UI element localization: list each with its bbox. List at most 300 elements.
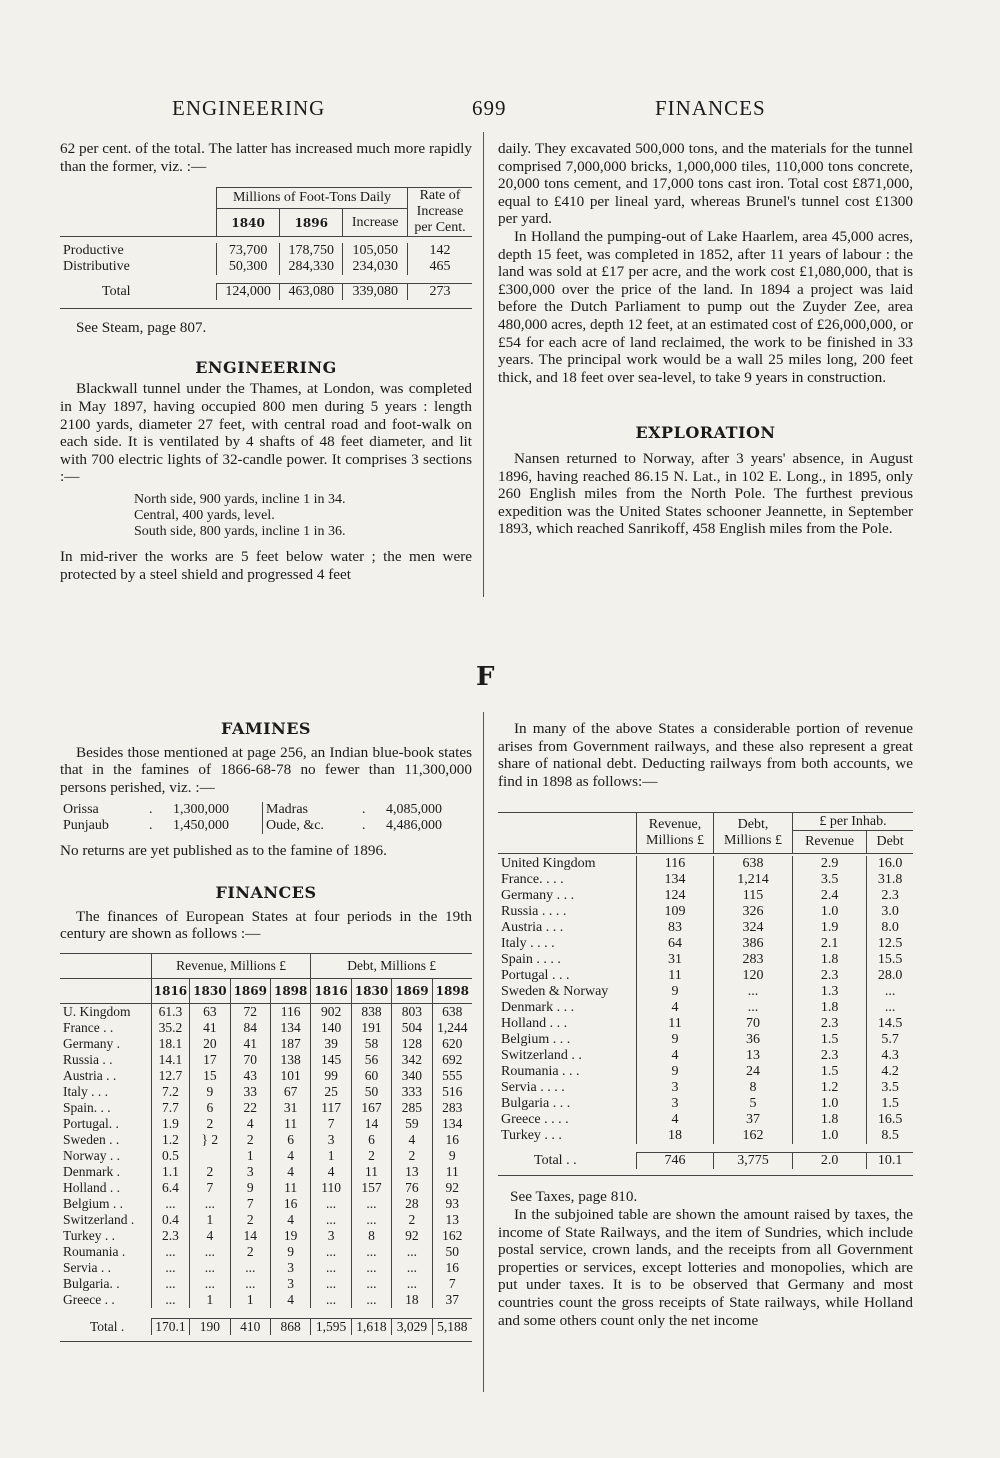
value-cell: 638: [714, 856, 793, 872]
value-cell: ...: [351, 1276, 391, 1292]
value-cell: 7: [311, 1116, 351, 1132]
value-cell: ...: [311, 1292, 351, 1308]
value-cell: 3: [637, 1096, 714, 1112]
value-cell: 128: [392, 1036, 432, 1052]
value-cell: 3: [637, 1080, 714, 1096]
value-cell: 138: [270, 1052, 310, 1068]
value-cell: 18: [392, 1292, 432, 1308]
table-row: Distributive 50,300 284,330 234,030 465: [60, 259, 472, 275]
value-cell: 1,244: [432, 1020, 472, 1036]
value-cell: 9: [270, 1244, 310, 1260]
value-cell: 20: [190, 1036, 230, 1052]
total-value: 868: [270, 1318, 310, 1335]
value-cell: 61.3: [151, 1003, 189, 1020]
total-value: 170.1: [151, 1318, 189, 1335]
see-steam: See Steam, page 807.: [76, 319, 207, 337]
right-bottom-column: [498, 720, 913, 1329]
engineering-heading: ENGINEERING: [195, 357, 337, 377]
table-row: [498, 1000, 913, 1016]
country-cell: France . .: [63, 1019, 114, 1035]
value-cell: 1: [230, 1292, 270, 1308]
value-cell: 6.4: [151, 1180, 189, 1196]
value-cell: 13: [392, 1164, 432, 1180]
value-cell: 9: [432, 1148, 472, 1164]
running-head-right: FINANCES: [655, 96, 766, 120]
value-cell: 4: [230, 1116, 270, 1132]
total-row: [498, 1153, 913, 1170]
value-cell: 63: [190, 1003, 230, 1020]
value-cell: 504: [392, 1020, 432, 1036]
table-row: [60, 1132, 472, 1148]
value-cell: 4: [190, 1228, 230, 1244]
value-cell: 1.2: [151, 1132, 189, 1148]
value-cell: ...: [351, 1260, 391, 1276]
country-cell: Austria . . .: [501, 920, 564, 936]
total-label: Total . .: [534, 1153, 577, 1169]
value-cell: 1.5: [793, 1064, 867, 1080]
table-row: [60, 1228, 472, 1244]
value-cell: 14.1: [151, 1052, 189, 1068]
column-divider-bottom: [483, 712, 484, 1392]
value-cell: 516: [432, 1084, 472, 1100]
header-1840: 1840: [217, 209, 280, 237]
value-cell: 50: [432, 1244, 472, 1260]
value-cell: 2: [190, 1164, 230, 1180]
value-cell: 2: [230, 1212, 270, 1228]
header-revenue: Revenue, Millions £: [151, 953, 311, 978]
value-cell: 115: [714, 888, 793, 904]
table-row: [498, 1096, 913, 1112]
header-1896: 1896: [280, 209, 343, 237]
value-cell: 24: [714, 1064, 793, 1080]
header-per-debt: Debt: [867, 830, 913, 854]
total-value: 3,775: [714, 1153, 793, 1170]
value-cell: ...: [392, 1260, 432, 1276]
value-cell: 84: [230, 1020, 270, 1036]
famines-note: No returns are yet published as to the famine of 1896.: [60, 842, 387, 860]
section-letter: F: [476, 662, 495, 692]
value-cell: 3: [270, 1276, 310, 1292]
total-value: 5,188: [432, 1318, 472, 1335]
value-cell: 116: [637, 856, 714, 872]
total-value: 746: [637, 1153, 714, 1170]
table-row: [60, 1292, 472, 1308]
value-cell: 11: [637, 968, 714, 984]
total-value: 1,618: [351, 1318, 391, 1335]
value-cell: 0.4: [151, 1212, 189, 1228]
value-cell: 0.5: [151, 1148, 189, 1164]
value-cell: ...: [311, 1276, 351, 1292]
value-cell: 134: [637, 872, 714, 888]
engineering-paragraph: Blackwall tunnel under the Thames, at London, was completed in May 1897, having occupied 800 men during 5 years : length 2100 yards, diameter 27 feet, with central road and foot-walk on each side. It is ventilated by 4 shafts of 48 feet diameter, and lit with 700 electric lights of 32-candle power. It comprises 3 sections :—: [60, 380, 472, 486]
value-cell: 4: [637, 1112, 714, 1128]
value-cell: 4: [637, 1048, 714, 1064]
total-value: 10.1: [867, 1153, 913, 1170]
table-row: [60, 1116, 472, 1132]
value-cell: 28: [392, 1196, 432, 1212]
value-cell: } 2: [190, 1132, 230, 1148]
table-row: [60, 1180, 472, 1196]
value-cell: ...: [190, 1196, 230, 1212]
value-cell: 15: [190, 1068, 230, 1084]
value-cell: 15.5: [867, 952, 913, 968]
value-cell: ...: [311, 1196, 351, 1212]
value-cell: ...: [190, 1276, 230, 1292]
table-row: [498, 1080, 913, 1096]
table-row: [498, 1032, 913, 1048]
value-cell: 9: [637, 1064, 714, 1080]
value-cell: 120: [714, 968, 793, 984]
value-cell: ...: [190, 1260, 230, 1276]
country-cell: U. Kingdom: [63, 1003, 131, 1019]
value-cell: ...: [190, 1244, 230, 1260]
country-cell: Sweden & Norway: [501, 984, 609, 1000]
value-cell: 117: [311, 1100, 351, 1116]
table-row: [498, 1064, 913, 1080]
famines-paragraph: Besides those mentioned at page 256, an Indian blue-book states that in the famines of 1866-68-78 no fewer than 11,300,000 persons perished, viz. :—: [60, 743, 472, 796]
value-cell: 8: [351, 1228, 391, 1244]
value-cell: 4.3: [867, 1048, 913, 1064]
value-cell: 16: [270, 1196, 310, 1212]
value-cell: 31: [270, 1100, 310, 1116]
country-cell: France. . . .: [501, 872, 564, 888]
value-cell: 140: [311, 1020, 351, 1036]
country-cell: Holland . . .: [501, 1016, 568, 1032]
value-cell: 4: [270, 1148, 310, 1164]
value-cell: 16.5: [867, 1112, 913, 1128]
value-cell: 11: [432, 1164, 472, 1180]
table-row: [498, 1016, 913, 1032]
country-cell: Portugal . . .: [501, 968, 570, 984]
country-cell: Servia . . . .: [501, 1080, 565, 1096]
value-cell: 2.3: [793, 968, 867, 984]
table-row: [60, 1003, 472, 1020]
total-value: 190: [190, 1318, 230, 1335]
table-row: [498, 936, 913, 952]
value-cell: 7: [230, 1196, 270, 1212]
country-cell: Belgium . .: [63, 1195, 123, 1211]
table-row: [498, 920, 913, 936]
table-row: Productive 73,700 178,750 105,050 142: [60, 243, 472, 259]
country-cell: Switzerland .: [63, 1211, 135, 1227]
value-cell: 1.8: [793, 1000, 867, 1016]
header-increase: Increase: [343, 209, 408, 237]
total-value: 410: [230, 1318, 270, 1335]
header-foot-tons: Millions of Foot-Tons Daily: [217, 188, 408, 209]
value-cell: 3: [270, 1260, 310, 1276]
country-cell: Denmark . . .: [501, 1000, 575, 1016]
finances-heading: FINANCES: [215, 882, 317, 902]
table-row: [60, 1196, 472, 1212]
table-row: Total 124,000 463,080 339,080 273: [60, 284, 472, 301]
famines-table: [60, 802, 460, 834]
value-cell: 2: [351, 1148, 391, 1164]
tunnel-sections: North side, 900 yards, incline 1 in 34. Central, 400 yards, level. South side, 800 yards, incline 1 in 36.: [134, 491, 346, 539]
value-cell: 803: [392, 1003, 432, 1020]
value-cell: ...: [351, 1244, 391, 1260]
table-row: [498, 1128, 913, 1144]
value-cell: 6: [190, 1100, 230, 1116]
table-row: [60, 1084, 472, 1100]
country-cell: Greece . .: [63, 1291, 115, 1307]
value-cell: 1.9: [151, 1116, 189, 1132]
value-cell: 60: [351, 1068, 391, 1084]
value-cell: 12.5: [867, 936, 913, 952]
value-cell: 342: [392, 1052, 432, 1068]
exploration-heading: EXPLORATION: [635, 423, 776, 443]
value-cell: ...: [392, 1276, 432, 1292]
value-cell: 1.5: [793, 1032, 867, 1048]
value-cell: 2.3: [793, 1048, 867, 1064]
table-row: [498, 984, 913, 1000]
value-cell: 14: [230, 1228, 270, 1244]
famines-heading: FAMINES: [221, 719, 311, 738]
value-cell: [190, 1148, 230, 1164]
table-row: Orissa . 1,300,000 Madras . 4,085,000: [63, 802, 442, 818]
country-cell: Greece . . . .: [501, 1112, 569, 1128]
value-cell: 22: [230, 1100, 270, 1116]
value-cell: 6: [351, 1132, 391, 1148]
country-cell: Bulgaria . . .: [501, 1096, 571, 1112]
value-cell: ...: [151, 1292, 189, 1308]
value-cell: 2.4: [793, 888, 867, 904]
country-cell: Italy . . . .: [501, 936, 555, 952]
table-row: [60, 1100, 472, 1116]
country-cell: Switzerland . .: [501, 1048, 582, 1064]
value-cell: 1.1: [151, 1164, 189, 1180]
value-cell: 110: [311, 1180, 351, 1196]
value-cell: ...: [867, 1000, 913, 1016]
value-cell: 3: [311, 1132, 351, 1148]
value-cell: 1: [230, 1148, 270, 1164]
value-cell: 39: [311, 1036, 351, 1052]
value-cell: 4: [270, 1292, 310, 1308]
country-cell: Germany .: [63, 1035, 120, 1051]
value-cell: 109: [637, 904, 714, 920]
value-cell: ...: [351, 1212, 391, 1228]
value-cell: 2: [230, 1132, 270, 1148]
value-cell: 2: [190, 1116, 230, 1132]
value-cell: 9: [230, 1180, 270, 1196]
country-cell: Roumania . . .: [501, 1064, 580, 1080]
value-cell: 4: [311, 1164, 351, 1180]
value-cell: 72: [230, 1003, 270, 1020]
railways-paragraph: In many of the above States a considerable portion of revenue arises from Government railways, and these also represent a great share of national debt. Deducting railways from both accounts, we find in 1898 as follows:—: [498, 720, 913, 790]
railways-table: [498, 812, 913, 1176]
value-cell: 3: [311, 1228, 351, 1244]
value-cell: 1: [190, 1212, 230, 1228]
holland-paragraph: In Holland the pumping-out of Lake Haarlem, area 45,000 acres, depth 15 feet, was completed in 1852, after 11 years of labour : the land was sold at £17 per acre, and the work cost £1,080,000, that is £300,000 over the price of the land. In 1894 a project was laid before the Dutch Parliament to pump out the Zuyder Zee, area 480,000 acres, depth 12 feet, at an estimated cost of £26,000,000, or £54 for each acre of land reclaimed, the work to be finished in 33 years. The principal work would be a wall 25 miles long, 200 feet thick, and 18 feet over sea-level, to take 9 years in construction.: [498, 227, 913, 386]
left-top-column: [60, 140, 472, 583]
value-cell: ...: [311, 1212, 351, 1228]
value-cell: 93: [432, 1196, 472, 1212]
value-cell: 16.0: [867, 856, 913, 872]
value-cell: 7.7: [151, 1100, 189, 1116]
value-cell: 9: [637, 1032, 714, 1048]
value-cell: 58: [351, 1036, 391, 1052]
table-row: Punjaub . 1,450,000 Oude, &c. . 4,486,000: [63, 818, 442, 834]
country-cell: Holland . .: [63, 1179, 120, 1195]
country-cell: Spain . . . .: [501, 952, 561, 968]
value-cell: 187: [270, 1036, 310, 1052]
running-head-left: ENGINEERING: [172, 96, 326, 120]
value-cell: 1: [190, 1292, 230, 1308]
value-cell: 17: [190, 1052, 230, 1068]
value-cell: ...: [230, 1276, 270, 1292]
value-cell: 8: [714, 1080, 793, 1096]
value-cell: 1.9: [793, 920, 867, 936]
value-cell: ...: [867, 984, 913, 1000]
value-cell: 692: [432, 1052, 472, 1068]
value-cell: ...: [151, 1260, 189, 1276]
value-cell: 76: [392, 1180, 432, 1196]
value-cell: 16: [432, 1260, 472, 1276]
country-cell: Russia . .: [63, 1051, 113, 1067]
header-per-revenue: Revenue: [793, 830, 867, 854]
value-cell: ...: [351, 1292, 391, 1308]
table-row: [498, 872, 913, 888]
value-cell: 386: [714, 936, 793, 952]
table-row: [498, 1048, 913, 1064]
value-cell: 324: [714, 920, 793, 936]
left-bottom-column: [60, 720, 472, 1342]
country-cell: Servia . .: [63, 1259, 111, 1275]
table-row: [60, 1212, 472, 1228]
total-value: 3,029: [392, 1318, 432, 1335]
country-cell: Russia . . . .: [501, 904, 567, 920]
value-cell: 9: [190, 1084, 230, 1100]
value-cell: 31: [637, 952, 714, 968]
country-cell: Belgium . . .: [501, 1032, 571, 1048]
value-cell: 9: [637, 984, 714, 1000]
table-row: [498, 888, 913, 904]
total-label: Total .: [90, 1318, 125, 1334]
value-cell: 3.0: [867, 904, 913, 920]
value-cell: 31.8: [867, 872, 913, 888]
table-row: [60, 1164, 472, 1180]
column-divider-top: [483, 132, 484, 597]
value-cell: 12.7: [151, 1068, 189, 1084]
value-cell: 11: [270, 1116, 310, 1132]
value-cell: 638: [432, 1003, 472, 1020]
value-cell: 1.0: [793, 904, 867, 920]
value-cell: 7: [190, 1180, 230, 1196]
value-cell: 1.0: [793, 1128, 867, 1144]
value-cell: ...: [311, 1260, 351, 1276]
table-row: [498, 968, 913, 984]
page-number: 699: [472, 96, 507, 120]
value-cell: 4: [270, 1212, 310, 1228]
value-cell: ...: [714, 984, 793, 1000]
value-cell: 25: [311, 1084, 351, 1100]
table-row: [60, 1068, 472, 1084]
header-rail-debt: Debt, Millions £: [714, 813, 793, 854]
table-row: [60, 1148, 472, 1164]
value-cell: 3: [230, 1164, 270, 1180]
country-cell: Austria . .: [63, 1067, 117, 1083]
value-cell: 36: [714, 1032, 793, 1048]
value-cell: 283: [714, 952, 793, 968]
value-cell: 6: [270, 1132, 310, 1148]
intro-paragraph: 62 per cent. of the total. The latter has increased much more rapidly than the former, viz. :—: [60, 140, 472, 175]
value-cell: 2: [392, 1148, 432, 1164]
table-row: [60, 1276, 472, 1292]
value-cell: 333: [392, 1084, 432, 1100]
value-cell: ...: [351, 1196, 391, 1212]
value-cell: 1.0: [793, 1096, 867, 1112]
value-cell: 41: [230, 1036, 270, 1052]
value-cell: 2: [392, 1212, 432, 1228]
value-cell: ...: [230, 1260, 270, 1276]
value-cell: 8.0: [867, 920, 913, 936]
value-cell: ...: [151, 1244, 189, 1260]
value-cell: 2.3: [793, 1016, 867, 1032]
value-cell: ...: [392, 1244, 432, 1260]
value-cell: 4: [270, 1164, 310, 1180]
value-cell: 191: [351, 1020, 391, 1036]
value-cell: 145: [311, 1052, 351, 1068]
country-cell: United Kingdom: [501, 856, 596, 872]
value-cell: 326: [714, 904, 793, 920]
value-cell: 3.5: [867, 1080, 913, 1096]
country-cell: Roumania .: [63, 1243, 126, 1259]
table-row: [60, 1260, 472, 1276]
country-cell: Turkey . . .: [501, 1128, 562, 1144]
value-cell: 838: [351, 1003, 391, 1020]
value-cell: 2.1: [793, 936, 867, 952]
finances-paragraph: The finances of European States at four periods in the 19th century are shown as follows :—: [60, 907, 472, 943]
value-cell: 1.8: [793, 1112, 867, 1128]
value-cell: 33: [230, 1084, 270, 1100]
country-cell: Italy . . .: [63, 1083, 108, 1099]
value-cell: 19: [270, 1228, 310, 1244]
total-value: 2.0: [793, 1153, 867, 1170]
value-cell: 56: [351, 1052, 391, 1068]
value-cell: 8.5: [867, 1128, 913, 1144]
header-rate: Rate of Increase per Cent.: [408, 188, 473, 237]
value-cell: 7: [432, 1276, 472, 1292]
value-cell: 162: [714, 1128, 793, 1144]
value-cell: 99: [311, 1068, 351, 1084]
table-row: [498, 952, 913, 968]
value-cell: 64: [637, 936, 714, 952]
see-taxes: See Taxes, page 810.: [510, 1188, 638, 1206]
value-cell: 50: [351, 1084, 391, 1100]
value-cell: 92: [392, 1228, 432, 1244]
country-cell: Denmark .: [63, 1163, 120, 1179]
value-cell: 555: [432, 1068, 472, 1084]
header-debt: Debt, Millions £: [311, 953, 472, 978]
value-cell: 5: [714, 1096, 793, 1112]
table-row: [60, 1244, 472, 1260]
value-cell: 902: [311, 1003, 351, 1020]
value-cell: 157: [351, 1180, 391, 1196]
value-cell: 92: [432, 1180, 472, 1196]
header-rail-revenue: Revenue, Millions £: [637, 813, 714, 854]
value-cell: 134: [432, 1116, 472, 1132]
value-cell: 11: [351, 1164, 391, 1180]
value-cell: 2.9: [793, 856, 867, 872]
value-cell: 70: [714, 1016, 793, 1032]
value-cell: 1.8: [793, 952, 867, 968]
country-cell: Germany . . .: [501, 888, 575, 904]
country-cell: Turkey . .: [63, 1227, 116, 1243]
value-cell: 18: [637, 1128, 714, 1144]
value-cell: 11: [270, 1180, 310, 1196]
value-cell: 4: [392, 1132, 432, 1148]
country-cell: Norway . .: [63, 1147, 120, 1163]
table-row: [60, 1052, 472, 1068]
